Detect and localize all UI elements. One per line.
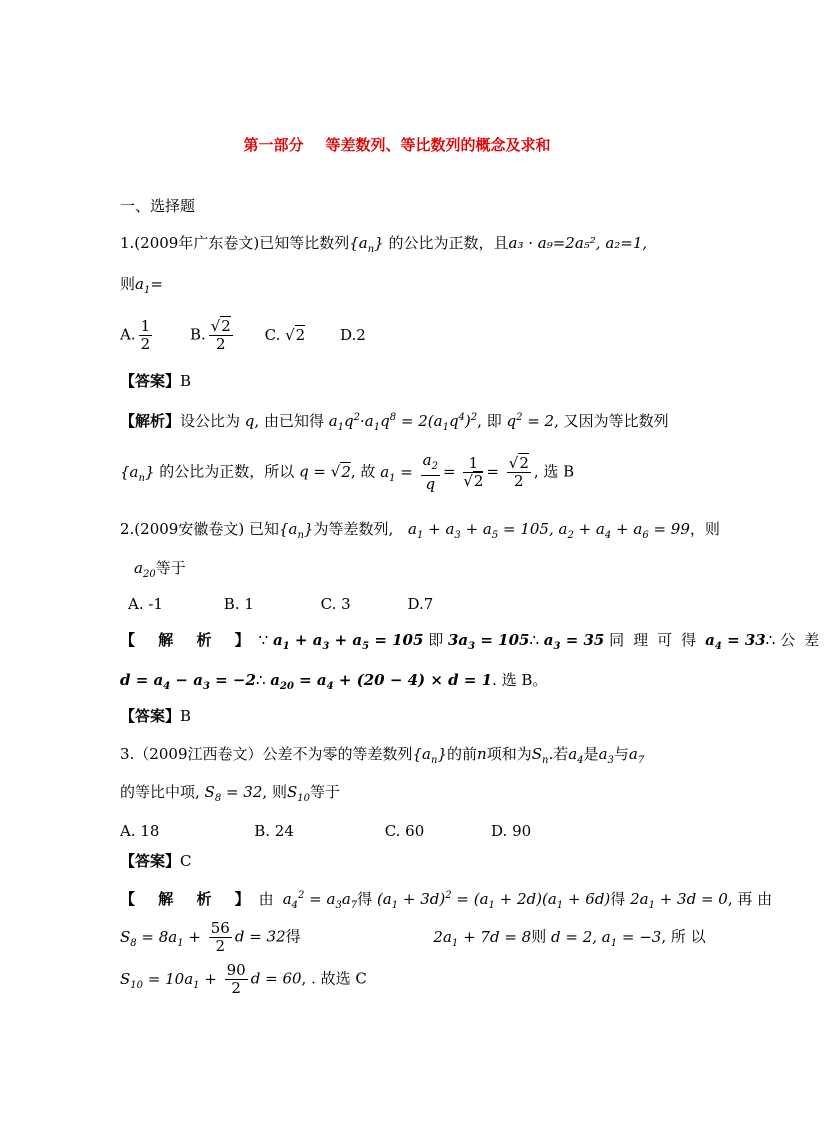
q2-option-d: D.7 — [407, 595, 434, 613]
q1-condition: a₃ · a₉=2a₅², a₂=1, — [508, 234, 648, 252]
q2-options — [120, 594, 680, 614]
q1-analysis-line1: 【解析】设公比为 q, 由已知得 $a_1q^2\cdot a_1q^8 = 2(a_1q^4)^2$, 即 $q^2 = 2$, 又因为等比数列 — [120, 412, 669, 433]
q3-option-a: A. 18 — [120, 822, 160, 840]
q1-analysis-line2: $\{a_n\}$ 的公比为正数，所以 q = √2, 故 $a_1$ = $\frac{a_2}{q}$ = $\frac{1}{√2}$ = $\frac{√2}{2}$ , 选 B — [120, 451, 575, 493]
q2-stem-line2: $a_{20}$等于 — [134, 559, 186, 580]
q1-answer: 【答案】B — [120, 372, 192, 390]
page-title — [0, 134, 794, 155]
q1-stem-line2: 则$a_1=$ — [120, 275, 163, 296]
q3-answer: 【答案】C — [120, 852, 192, 870]
q1-options — [120, 318, 680, 358]
title-topic: 等差数列、等比数列的概念及求和 — [325, 136, 551, 154]
q2-answer: 【答案】B — [120, 707, 192, 725]
q3-stem-line2: 的等比中项, $S_8 = 32$, 则$S_{10}$等于 — [120, 783, 340, 804]
title-part: 第一部分 — [243, 136, 304, 154]
q3-analysis-line1: 【 解 析 】由$a_4^2 = a_3a_7$得 $(a_1 + 3d)^2 = (a_1 + 2d)(a_1 + 6d)$得 $2a_1 + 3d = 0$, 再 由 — [120, 890, 773, 911]
q3-analysis-line2: $S_8 = 8a_1$ + $\frac{56}{2}$ d = 32得 $2a_1 + 7d = 8$则 d = 2, $a_1 = -3$, 所 以 — [120, 919, 706, 955]
q2-option-a: A. -1 — [128, 595, 163, 613]
q1-option-b: B. $\frac{√2}{2}$ — [189, 317, 231, 353]
q2-analysis-line1: 【 解 析 】∵ $a_1 + a_3 + a_5 = 105$ 即 $3a_3$ = 105∴ $a_3 = 35$ 同理可得$a_4$ = 33∴ 公差 — [120, 631, 828, 652]
q2-option-c: C. 3 — [320, 595, 351, 613]
q1-stem-line1: 1.(2009年广东卷文)已知等比数列$\{a_n\}$ 的公比为正数，且a₃ · a₉=2a₅², a₂=1, — [120, 234, 648, 255]
section-heading: 一、选择题 — [120, 197, 196, 215]
q2-stem-line1: 2.(2009安徽卷文) 已知$\{a_n\}$为等差数列, $a_1 + a_3 + a_5 = 105$, $a_2 + a_4 + a_6 = 99$，则 — [120, 520, 720, 541]
q3-options — [120, 821, 680, 841]
q3-stem-line1: 3.（2009江西卷文）公差不为零的等差数列$\{a_n\}$的前n项和为$S_n$.若$a_4$是$a_3$与$a_7$ — [120, 745, 645, 766]
q2-option-b: B. 1 — [223, 595, 254, 613]
q1-option-c: C. √2 — [264, 325, 306, 344]
q1-option-d: D.2 — [340, 325, 366, 344]
q3-option-b: B. 24 — [254, 822, 294, 840]
q1-option-a: A. $\frac{1}{2}$ — [120, 317, 151, 353]
q3-option-c: C. 60 — [384, 822, 425, 840]
q3-analysis-line3: $S_{10} = 10a_1$ + $\frac{90}{2}$ d = 60, . 故选 C — [120, 961, 367, 997]
q2-analysis-line2: $d = a_4 - a_3$ = −2∴ $a_{20} = a_4 + (20 - 4) \times d = 1$. 选 B。 — [120, 671, 548, 692]
q3-option-d: D. 90 — [491, 822, 532, 840]
